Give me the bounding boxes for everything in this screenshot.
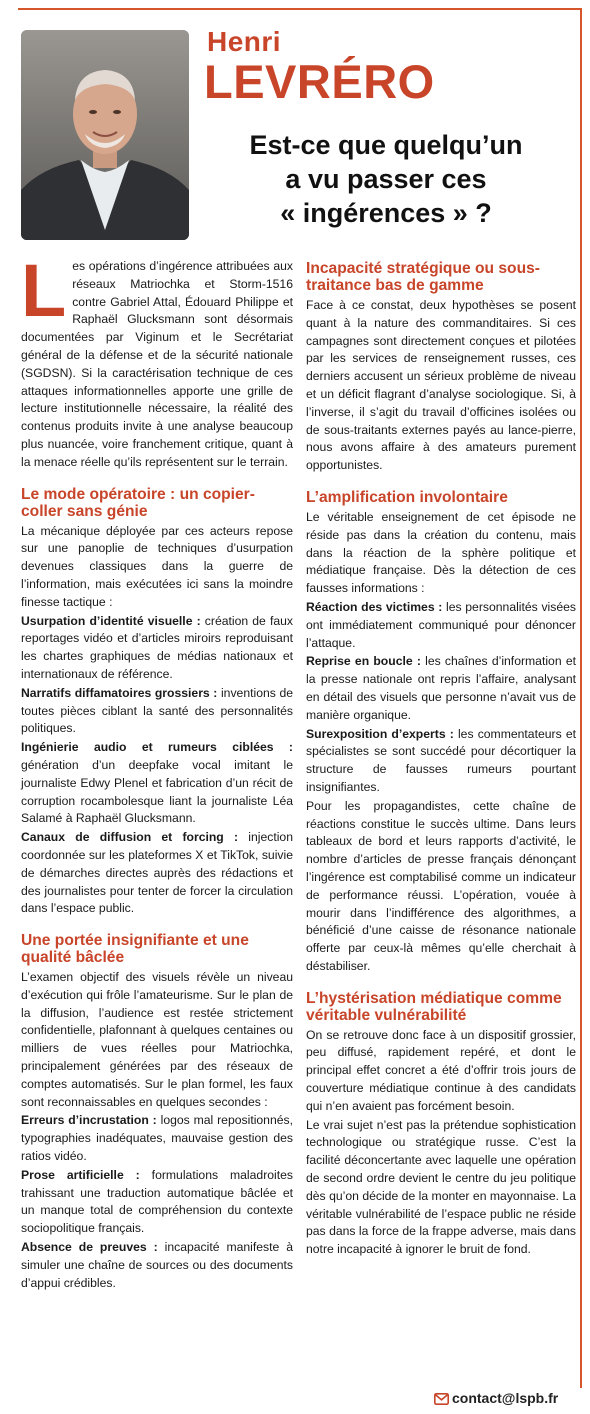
intro-text: es opérations d’ingérence attribuées aux réseaux Matriochka et Storm-1516 contre Gabriel Attal, Édouard Philippe et Raphaël Glucksmann sont désormais documentées par Viginum et le Secrétariat général de la défense et de la sécurité nationale (SGDSN). Si la caractérisation technique de ces attaques informationnelles apporte une grille de lecture institutionnelle nécessaire, la réalité des contenus produits invite à une analyse beaucoup plus nuancée, voire franchement critique, quant à la menace réelle qu’ils représentent sur le terrain. xyxy=(21,259,293,469)
contact-email[interactable]: contact@lspb.fr xyxy=(452,1390,559,1406)
envelope-icon xyxy=(434,1392,449,1408)
paragraph: La mécanique déployée par ces acteurs repose sur une panoplie de techniques d’usurpation devenues classiques dans la guerre de l’information, mais exécutées ici sans la moindre finesse tactique : xyxy=(21,523,293,609)
item-text: incapacité manifeste à simuler une chaîne de sources ou des documents d’appui crédibles. xyxy=(21,1240,293,1290)
list-item xyxy=(21,685,293,738)
right-column xyxy=(306,258,576,1260)
headline-line: a vu passer ces xyxy=(285,164,487,194)
intro-paragraph xyxy=(21,249,293,472)
item-text: logos mal repositionnés, typographies inadéquates, mauvaise gestion des ratios vidéo. xyxy=(21,1113,293,1164)
article-headline xyxy=(198,128,574,230)
paragraph: Le vrai sujet n’est pas la prétendue sophistication technologique ou stratégique russe. C’est la facilité déconcertante avec laquelle une opération de second ordre devient le centre du jeu politique dès qu’on décide de la monter en mayonnaise. La véritable vulnérabilité de l’espace public ne réside pas dans la force de la frappe adverse, mais dans notre incapacité à ignorer le bruit de fond. xyxy=(306,1117,576,1257)
list-item xyxy=(21,1239,293,1292)
item-text: création de faux reportages vidéo et d’articles miroirs reproduisant les chartes graphiques de médias nationaux et internationaux de référence. xyxy=(21,613,293,681)
item-text: formulations maladroites trahissant une traduction automatique bâclée et un manque total de compréhension du contexte sociopolitique français. xyxy=(21,1167,294,1236)
list-item xyxy=(21,613,293,684)
author-last-name: LEVRÉRO xyxy=(204,55,435,108)
item-label: Erreurs d’incrustation : xyxy=(21,1113,157,1128)
item-label: Surexposition d’experts : xyxy=(306,726,454,741)
section-heading: Une portée insignifiante et une qualité bâclée xyxy=(21,932,249,967)
list-item xyxy=(21,1112,293,1165)
item-text: les personnalités visées ont immédiatement communiqué pour dénoncer l’attaque. xyxy=(306,599,576,650)
dropcap: L xyxy=(21,249,67,332)
contact-footer[interactable] xyxy=(434,1390,558,1408)
top-rule xyxy=(18,8,580,10)
section-heading: L’hystérisation médiatique comme véritable vulnérabilité xyxy=(306,989,562,1024)
author-first-name: Henri xyxy=(207,26,282,57)
item-label: Reprise en boucle : xyxy=(306,654,421,669)
item-text: injection coordonnée sur les plateformes X et TikTok, suivie de démarches directes auprès des rédactions et des journalistes pour tenter de forcer la circulation dans l’espace public. xyxy=(21,830,293,916)
list-item xyxy=(306,599,576,652)
item-label: Prose artificielle : xyxy=(21,1167,140,1182)
list-item xyxy=(21,739,293,828)
item-label: Réaction des victimes : xyxy=(306,599,443,614)
paragraph: Face à ce constat, deux hypothèses se posent quant à la nature des commanditaires. Si ces campagnes sont directement conçues et pilotées par les services de renseignement russes, ces derniers accusent un sérieux problème de niveau et un déficit flagrant d’analyse sociologique. Si, à l’inverse, il s’agit du travail d’officines isolées ou de sous-traitants externes payés au lance-pierre, nous avons affaire à des amateurs purement opportunistes. xyxy=(306,298,576,473)
item-label: Absence de preuves : xyxy=(21,1240,158,1255)
item-label: Narratifs diffamatoires grossiers : xyxy=(21,685,218,700)
list-item xyxy=(306,653,576,724)
headline-line: Est-ce que quelqu’un xyxy=(249,130,523,160)
paragraph: Pour les propagandistes, cette chaîne de réactions constitue le succès ultime. Dans leurs tableaux de bord et leurs rapports d’activité, le nombre d’articles de presse français dénonçant l’ingérence est comptabilisé comme un indicateur de performance réussi. L’opération, vouée à mourir dans l’indifférence des algorithmes, a bénéficié d’une caisse de résonance nationale offerte par ceux-là mêmes qu’elle cherchait à déstabiliser. xyxy=(306,798,576,973)
paragraph: L’examen objectif des visuels révèle un niveau d’exécution qui frôle l’amateurisme. Sur le plan de la diffusion, l’audience est restée strictement confidentielle, plafonnant à quelques centaines ou milliers de vues réelles pour Matriochka, principalement générées par des réseaux de comptes automatisés. Sur le plan formel, les faux sont reconnaissables en quelques secondes : xyxy=(21,970,293,1109)
section-heading: Incapacité stratégique ou sous-traitance bas de gamme xyxy=(306,260,540,294)
list-item xyxy=(21,1167,293,1238)
author-photo xyxy=(21,30,189,240)
paragraph: Le véritable enseignement de cet épisode ne réside pas dans la création du contenu, mais dans la réaction de la sphère politique et médiatique française. Dès la détection de ces fausses informations : xyxy=(306,509,576,596)
section-heading: L’amplification involontaire xyxy=(306,488,508,506)
item-label: Canaux de diffusion et forcing : xyxy=(21,830,239,845)
section-heading: Le mode opératoire : un copier-coller sans génie xyxy=(21,485,255,520)
item-label: Usurpation d’identité visuelle : xyxy=(21,613,201,628)
item-label: Ingénierie audio et rumeurs ciblées : xyxy=(21,740,293,755)
item-text: inventions de toutes pièces ciblant la santé des personnalités politiques. xyxy=(21,685,293,736)
left-column xyxy=(21,249,294,1293)
item-text: génération d’un deepfake vocal imitant le journaliste Edwy Plenel et fabrication d’un récit de corruption rocambolesque liant la journaliste Léa Salamé à Raphaël Glucksmann. xyxy=(21,757,293,826)
right-rule xyxy=(580,8,582,1388)
headline-line: « ingérences » ? xyxy=(280,198,492,228)
item-text: les commentateurs et spécialistes se sont succédé pour décortiquer la structure de fausses rumeurs pourtant insignifiantes. xyxy=(306,726,576,794)
list-item xyxy=(306,726,576,797)
item-text: les chaînes d’information et la presse nationale ont repris l’affaire, analysant en détail des visuels que personne n’avait vus de manière organique. xyxy=(306,654,576,722)
list-item xyxy=(21,829,293,918)
paragraph: On se retrouve donc face à un dispositif grossier, peu diffusé, rapidement repéré, et dont le principal effet concret a été d’offrir trois jours de couverture médiatique continue à des candidats qui n’en avaient pas forcément besoin. xyxy=(306,1027,576,1113)
